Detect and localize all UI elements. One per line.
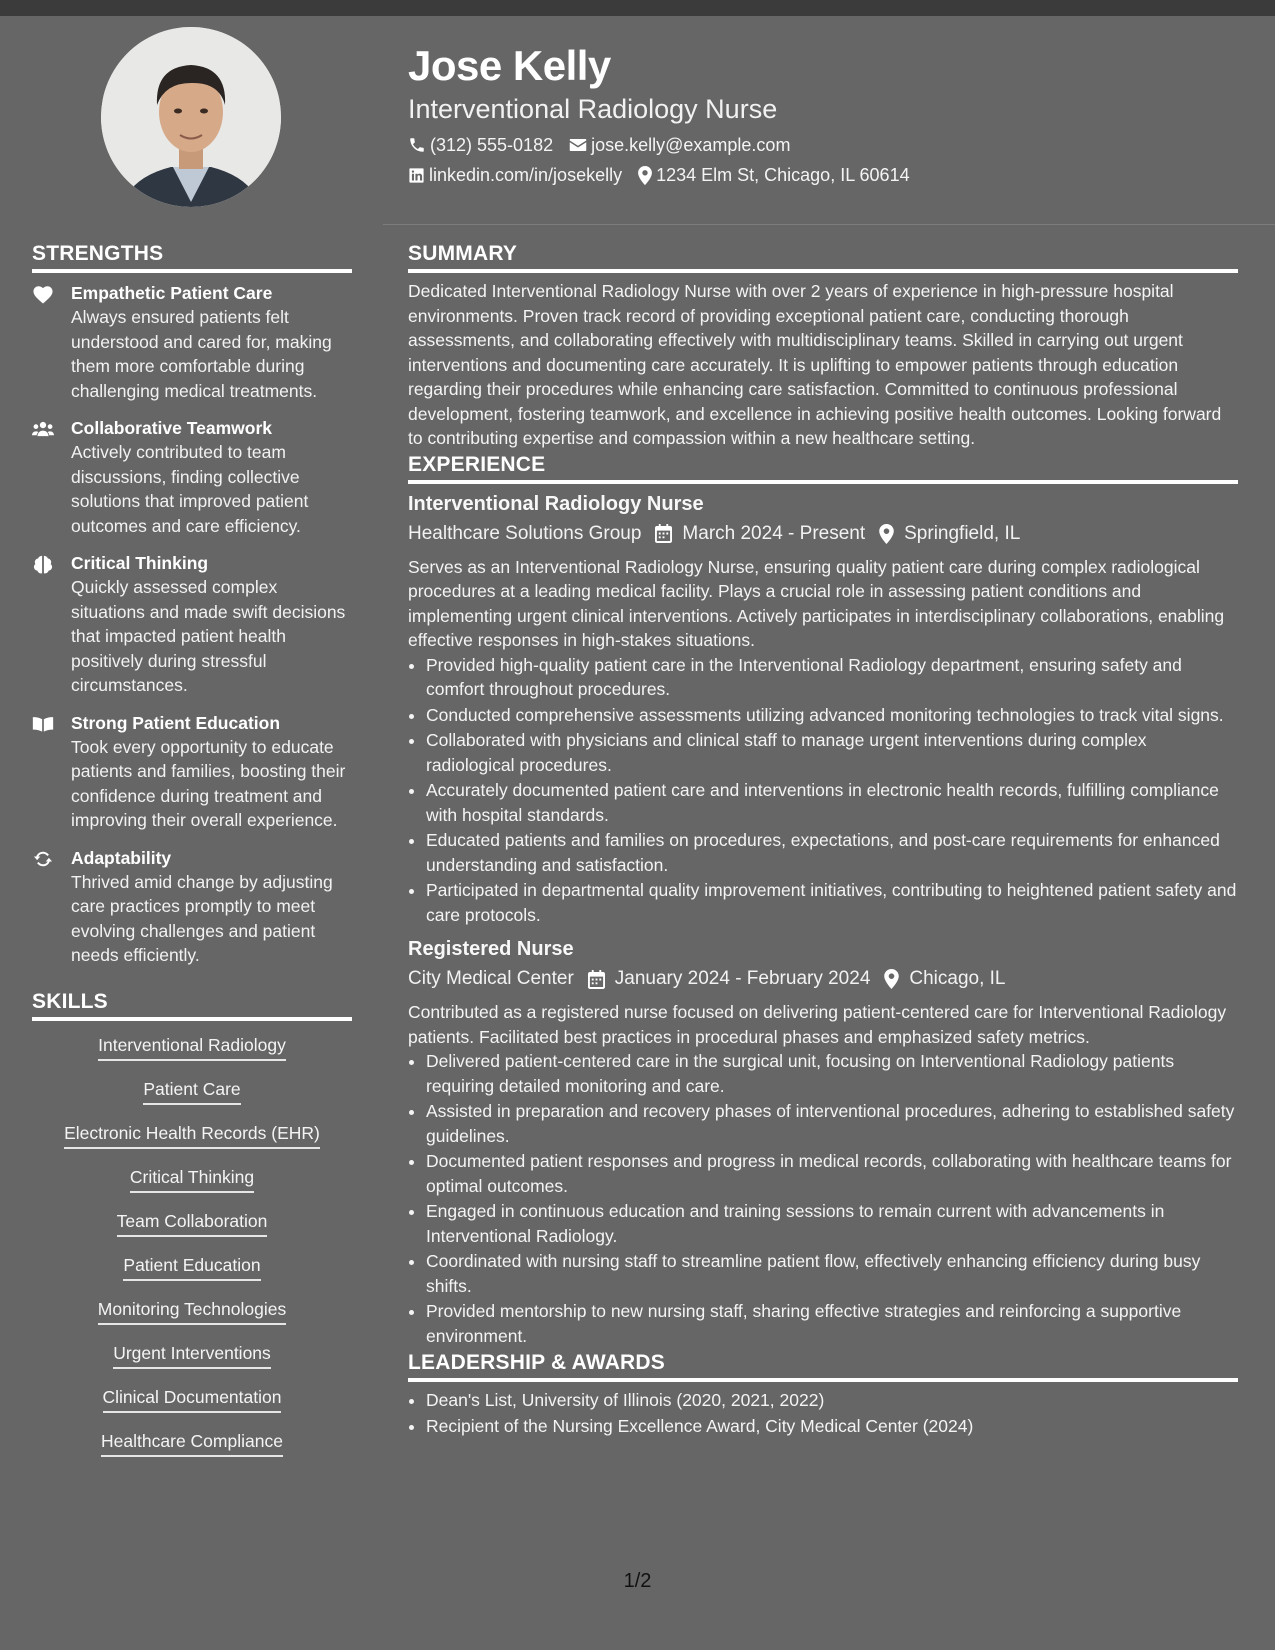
- map-pin-icon: [879, 524, 894, 544]
- strength-description: Quickly assessed complex situations and made swift decisions that impacted patient health positively during stressful circumstances.: [71, 577, 346, 695]
- address-contact: [638, 160, 910, 190]
- strength-item: [32, 551, 352, 698]
- page-number: 1/2: [623, 1570, 652, 1592]
- strength-item: [32, 416, 352, 538]
- job-location: [879, 519, 1020, 549]
- job-title: Interventional Radiology Nurse: [408, 492, 704, 515]
- job-company: [408, 964, 574, 994]
- strength-item: [32, 281, 352, 403]
- company-text: City Medical Center: [408, 968, 574, 989]
- job-dates: [588, 964, 871, 994]
- left-column: [32, 240, 352, 1473]
- users-icon: [32, 419, 54, 439]
- job-company: [408, 519, 641, 549]
- list-item: • Provided mentorship to new nursing staff, sharing effective strategies and reinforcing a supportive environment.: [426, 1299, 1238, 1348]
- list-item: • Educated patients and families on procedures, expectations, and post-care requirements for enhanced understanding and satisfaction.: [426, 828, 1238, 877]
- brain-icon: [32, 554, 54, 574]
- header-divider: [383, 224, 1275, 225]
- list-item: • Collaborated with physicians and clinical staff to manage urgent interventions during complex radiological procedures.: [426, 728, 1238, 777]
- skill-tag: Team Collaboration: [117, 1209, 268, 1237]
- resume-header: [408, 40, 1238, 190]
- envelope-icon: [569, 137, 587, 153]
- skill-tag: Healthcare Compliance: [101, 1429, 283, 1457]
- list-item: • Delivered patient-centered care in the surgical unit, focusing on Interventional Radiology patients requiring detailed monitoring and care.: [426, 1049, 1238, 1098]
- strength-name: Strong Patient Education: [71, 712, 281, 733]
- calendar-icon: [588, 970, 605, 989]
- dates-text: January 2024 - February 2024: [614, 968, 871, 989]
- strengths-list: [32, 281, 352, 968]
- book-open-icon: [32, 714, 54, 734]
- phone-icon: [408, 136, 426, 154]
- sync-icon: [32, 849, 54, 869]
- strength-item: [32, 846, 352, 968]
- email-contact[interactable]: [569, 130, 790, 160]
- job-bullets: [408, 653, 1238, 928]
- strength-name: Adaptability: [71, 847, 172, 868]
- job-description: Serves as an Interventional Radiology Nurse, ensuring quality patient care during complex radiological procedures at a leading medical facility. Plays a crucial role in assessing patient conditions and implementing urgent clinical interventions. Actively participates in interdisciplinary collaborations, enabling effective responses in high-stakes situations.: [408, 556, 1225, 650]
- skill-tag: Urgent Interventions: [113, 1341, 271, 1369]
- list-item: • Engaged in continuous education and training sessions to remain current with advancements in Interventional Radiology.: [426, 1199, 1238, 1248]
- heart-icon: [32, 284, 54, 304]
- skill-tag: Monitoring Technologies: [98, 1297, 286, 1325]
- skills-list: [32, 1033, 352, 1473]
- job-description: Contributed as a registered nurse focused on delivering patient-centered care for Interventional Radiology patients. Facilitated best practices in procedural phases and emphasized safety metrics.: [408, 1002, 1227, 1047]
- strengths-heading: STRENGTHS: [32, 240, 352, 273]
- right-column: [408, 240, 1238, 1439]
- skill-tag: Interventional Radiology: [98, 1033, 286, 1061]
- list-item: • Conducted comprehensive assessments utilizing advanced monitoring technologies to track vital signs.: [426, 703, 1238, 728]
- job-location: [884, 964, 1005, 994]
- awards-list: [408, 1388, 1238, 1438]
- strength-description: Took every opportunity to educate patients and families, boosting their confidence during treatment and improving their overall experience.: [71, 736, 346, 830]
- map-pin-icon: [638, 166, 652, 185]
- candidate-name: Jose Kelly: [408, 42, 611, 89]
- job-bullets: [408, 1049, 1238, 1348]
- strength-name: Collaborative Teamwork: [71, 418, 272, 438]
- job-dates: [655, 519, 865, 549]
- awards-heading: LEADERSHIP & AWARDS: [408, 1349, 1238, 1382]
- job-meta: [408, 964, 1238, 994]
- linkedin-icon: [408, 167, 425, 184]
- experience-heading: EXPERIENCE: [408, 451, 1238, 484]
- job-entry: [408, 490, 1238, 928]
- strength-description: Actively contributed to team discussions, finding collective solutions that improved patient outcomes and care efficiency.: [71, 442, 309, 536]
- phone-text: (312) 555-0182: [430, 135, 554, 155]
- list-item: • Provided high-quality patient care in the Interventional Radiology department, ensuring safety and comfort throughout procedures.: [426, 653, 1238, 702]
- skill-tag: Critical Thinking: [130, 1165, 254, 1193]
- linkedin-contact[interactable]: [408, 160, 622, 190]
- strength-name: Empathetic Patient Care: [71, 283, 273, 303]
- list-item: • Coordinated with nursing staff to streamline patient flow, effectively enhancing efficiency during busy shifts.: [426, 1249, 1238, 1298]
- candidate-title: Interventional Radiology Nurse: [408, 94, 778, 124]
- address-text: 1234 Elm St, Chicago, IL 60614: [656, 165, 910, 185]
- skill-tag: Patient Education: [123, 1253, 260, 1281]
- summary-text: Dedicated Interventional Radiology Nurse with over 2 years of experience in high-pressure hospital environments. Proven track record of providing exceptional patient care, conducting thorough assessments, and collaborating effectively with multidisciplinary teams. Skilled in carrying out urgent interventions and documenting care accurately. It is uplifting to empower patients through education regarding their procedures while enhancing care satisfaction. Committed to continuous professional development, fostering teamwork, and excellence in achieving positive health outcomes. Looking forward to contributing expertise and compassion within a new healthcare setting.: [408, 281, 1222, 448]
- top-bar: [0, 0, 1275, 16]
- skill-tag: Clinical Documentation: [103, 1385, 282, 1413]
- strength-description: Always ensured patients felt understood and cared for, making them more comfortable during challenging medical treatments.: [71, 307, 332, 401]
- contact-row-2: [408, 160, 1238, 190]
- list-item: • Dean's List, University of Illinois (2020, 2021, 2022): [426, 1388, 1238, 1413]
- calendar-icon: [655, 524, 672, 543]
- linkedin-text[interactable]: linkedin.com/in/josekelly: [429, 165, 623, 185]
- email-text[interactable]: jose.kelly@example.com: [591, 135, 791, 155]
- strength-name: Critical Thinking: [71, 553, 209, 573]
- job-entry: [408, 935, 1238, 1348]
- job-meta: [408, 519, 1238, 549]
- summary-heading: SUMMARY: [408, 240, 1238, 273]
- list-item: • Participated in departmental quality improvement initiatives, contributing to heightened patient safety and care protocols.: [426, 878, 1238, 927]
- phone-contact: [408, 130, 553, 160]
- list-item: • Documented patient responses and progress in medical records, collaborating with healthcare teams for optimal outcomes.: [426, 1149, 1238, 1198]
- map-pin-icon: [884, 969, 899, 989]
- list-item: • Assisted in preparation and recovery phases of interventional procedures, adhering to established safety guidelines.: [426, 1099, 1238, 1148]
- company-text: Healthcare Solutions Group: [408, 522, 642, 544]
- dates-text: March 2024 - Present: [682, 522, 866, 544]
- strength-item: [32, 711, 352, 833]
- location-text: Chicago, IL: [909, 968, 1006, 989]
- skills-heading: SKILLS: [32, 988, 352, 1021]
- location-text: Springfield, IL: [904, 522, 1021, 544]
- contact-row-1: [408, 130, 1238, 160]
- skill-tag: Patient Care: [143, 1077, 240, 1105]
- list-item: • Recipient of the Nursing Excellence Award, City Medical Center (2024): [426, 1414, 1238, 1439]
- profile-photo: [101, 27, 281, 207]
- job-title: Registered Nurse: [408, 938, 574, 960]
- skill-tag: Electronic Health Records (EHR): [64, 1121, 320, 1149]
- list-item: • Accurately documented patient care and interventions in electronic health records, fulfilling compliance with hospital standards.: [426, 778, 1238, 827]
- strength-description: Thrived amid change by adjusting care practices promptly to meet evolving challenges and patient needs efficiently.: [71, 871, 333, 965]
